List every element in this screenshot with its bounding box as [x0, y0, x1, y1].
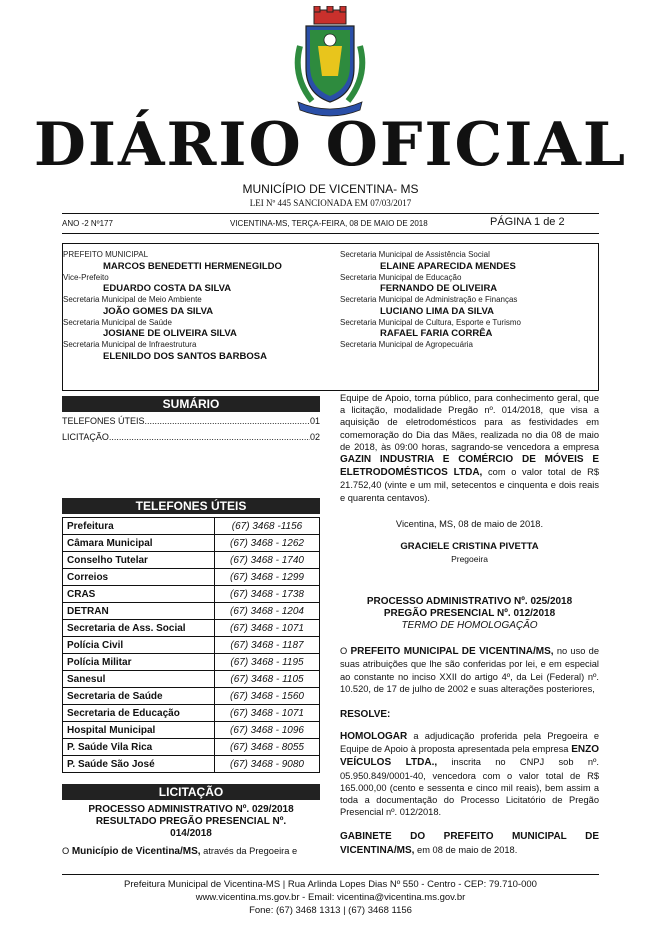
- signer-role: Pregoeira: [451, 554, 488, 565]
- official-entry: Secretaria Municipal de Agropecuária: [340, 340, 473, 349]
- officials-right-column: [340, 250, 598, 351]
- official-entry: PREFEITO MUNICIPAL MARCOS BENEDETTI HERMENEGILDO: [63, 250, 282, 272]
- phone-label: CRAS: [63, 586, 215, 603]
- phone-number: (67) 3468 - 1195: [215, 654, 320, 671]
- phone-label: Polícia Militar: [63, 654, 215, 671]
- summary-item[interactable]: LICITAÇÃO ..... 02: [62, 429, 320, 445]
- phone-number: (67) 3468 - 8055: [215, 739, 320, 756]
- footer-contact-links[interactable]: www.vicentina.ms.gov.br - Email: vicentina@vicentina.ms.gov.br: [195, 892, 466, 903]
- edition-bar: [62, 213, 599, 235]
- phone-label: Secretaria de Ass. Social: [63, 620, 215, 637]
- phone-number: (67) 3468 - 1187: [215, 637, 320, 654]
- summary-list: [62, 413, 320, 445]
- table-row: [63, 705, 320, 722]
- phone-number: (67) 3468 - 1204: [215, 603, 320, 620]
- table-row: [63, 654, 320, 671]
- phone-label: Hospital Municipal: [63, 722, 215, 739]
- header-rule-bottom: [62, 233, 599, 234]
- phone-label: Polícia Civil: [63, 637, 215, 654]
- municipality-name: MUNICÍPIO DE VICENTINA- MS: [242, 182, 419, 196]
- law-reference: LEI Nº 445 SANCIONADA EM 07/03/2017: [249, 198, 412, 208]
- official-entry: Secretaria Municipal de Cultura, Esporte e Turismo RAFAEL FARIA CORRÊA: [340, 317, 521, 339]
- summary-item[interactable]: TELEFONES ÚTEIS ..... 01: [62, 413, 320, 429]
- licitacao-intro: O Município de Vicentina/MS, através da Pregoeira e: [62, 846, 298, 857]
- right-column: [340, 392, 599, 857]
- footer: [0, 878, 661, 917]
- officials-left-column: [63, 250, 333, 363]
- phone-label: Câmara Municipal: [63, 535, 215, 552]
- phone-label: DETRAN: [63, 603, 215, 620]
- table-row: [63, 535, 320, 552]
- table-row: [63, 756, 320, 773]
- page-number: PÁGINA 1 de 2: [490, 216, 565, 228]
- footer-address: Prefeitura Municipal de Vicentina-MS | Rua Arlinda Lopes Dias Nº 550 - Centro - CEP: 79.710-000: [124, 879, 537, 890]
- table-row: [63, 603, 320, 620]
- table-row: [63, 586, 320, 603]
- phones-section: [62, 498, 320, 773]
- edition-number: ANO -2 Nº177: [62, 219, 113, 228]
- official-entry: Vice-Prefeito EDUARDO COSTA DA SILVA: [63, 272, 232, 294]
- table-row: [63, 671, 320, 688]
- phone-number: (67) 3468 - 1262: [215, 535, 320, 552]
- footer-rule: [62, 874, 599, 875]
- summary-heading: SUMÁRIO: [62, 396, 320, 412]
- result-paragraph: Equipe de Apoio, torna público, para conhecimento geral, que a licitação, modalidade Pregão nº. 014/2018, que visa a aquisição de eletrodomésticos para as festividades em comemoração do Dia das Mães, realizada no dia 08 de maio de 2018, às 09:00 horas, sagrando-se vencedora a empresa GAZIN INDUSTRIA E COMÉRCIO DE MÓVEIS E ELETRODOMÉSTICOS LTDA, com o valor total de R$ 21.752,40 (vinte e um mil, setecentos e cinquenta e dois reais e quarenta centavos).: [340, 393, 599, 503]
- phone-number: (67) 3468 - 1299: [215, 569, 320, 586]
- phone-label: Secretaria de Saúde: [63, 688, 215, 705]
- pregao-number-2: PREGÃO PRESENCIAL Nº. 012/2018: [383, 608, 556, 620]
- phone-number: (67) 3468 - 1740: [215, 552, 320, 569]
- phone-number: (67) 3468 - 1560: [215, 688, 320, 705]
- newspaper-title: DIÁRIO OFICIAL: [33, 110, 628, 180]
- phone-number: (67) 3468 - 9080: [215, 756, 320, 773]
- process-number-2: PROCESSO ADMINISTRATIVO Nº. 025/2018: [366, 596, 573, 608]
- phone-number: (67) 3468 - 1738: [215, 586, 320, 603]
- phone-label: Correios: [63, 569, 215, 586]
- phone-label: Conselho Tutelar: [63, 552, 215, 569]
- resolve-heading: RESOLVE:: [340, 709, 391, 721]
- licitacao-result: RESULTADO PREGÃO PRESENCIAL Nº. 014/2018: [95, 816, 287, 839]
- official-entry: Secretaria Municipal de Meio Ambiente JOÃO GOMES DA SILVA: [63, 295, 214, 317]
- phone-number: (67) 3468 -1156: [215, 518, 320, 535]
- table-row: [63, 637, 320, 654]
- official-entry: Secretaria Municipal de Educação FERNANDO DE OLIVEIRA: [340, 272, 498, 294]
- footer-phones: Fone: (67) 3468 1313 | (67) 3468 1156: [249, 905, 412, 916]
- official-entry: Secretaria Municipal de Assistência Social ELAINE APARECIDA MENDES: [340, 250, 516, 272]
- edition-date: VICENTINA-MS, TERÇA-FEIRA, 08 DE MAIO DE 2018: [230, 219, 428, 228]
- table-row: [63, 688, 320, 705]
- official-entry: Secretaria Municipal de Saúde JOSIANE DE OLIVEIRA SILVA: [63, 317, 237, 339]
- officials-box: [62, 243, 599, 391]
- phone-label: Secretaria de Educação: [63, 705, 215, 722]
- mayor-paragraph: O PREFEITO MUNICIPAL DE VICENTINA/MS, no uso de suas atribuições que lhe são conferidas por lei, e em especial ao constante no inciso XXII do artigo 4º, da Lei (Federal) nº. 10.520, de 17 de julho de 2002 e suas alterações posteriores,: [340, 646, 599, 694]
- phone-label: Prefeitura: [63, 518, 215, 535]
- phone-number: (67) 3468 - 1071: [215, 620, 320, 637]
- licitacao-section: [62, 784, 320, 858]
- licitacao-process: PROCESSO ADMINISTRATIVO Nº. 029/2018: [88, 804, 294, 815]
- phones-heading: TELEFONES ÚTEIS: [62, 498, 320, 514]
- official-entry: Secretaria Municipal de Administração e Finanças LUCIANO LIMA DA SILVA: [340, 295, 518, 317]
- summary-section: [62, 396, 320, 445]
- table-row: [63, 722, 320, 739]
- signer-name: GRACIELE CRISTINA PIVETTA: [400, 541, 539, 553]
- table-row: [63, 620, 320, 637]
- place-date: Vicentina, MS, 08 de maio de 2018.: [395, 518, 544, 529]
- cabinet-paragraph: GABINETE DO PREFEITO MUNICIPAL DE VICENTINA/MS, em 08 de maio de 2018.: [340, 831, 599, 856]
- phone-number: (67) 3468 - 1071: [215, 705, 320, 722]
- phone-label: P. Saúde São José: [63, 756, 215, 773]
- official-entry: Secretaria Municipal de Infraestrutura ELENILDO DOS SANTOS BARBOSA: [63, 340, 267, 362]
- phone-number: (67) 3468 - 1096: [215, 722, 320, 739]
- coat-of-arms-logo: [290, 6, 370, 118]
- phone-label: Sanesul: [63, 671, 215, 688]
- phone-label: P. Saúde Vila Rica: [63, 739, 215, 756]
- licitacao-heading: LICITAÇÃO: [62, 784, 320, 800]
- table-row: [63, 569, 320, 586]
- table-row: [63, 739, 320, 756]
- phones-table: [62, 517, 320, 773]
- table-row: [63, 552, 320, 569]
- table-row: [63, 518, 320, 535]
- phone-number: (67) 3468 - 1105: [215, 671, 320, 688]
- homologation-paragraph: HOMOLOGAR a adjudicação proferida pela Pregoeira e Equipe de Apoio à proposta apresentada pela empresa ENZO VEÍCULOS LTDA., inscrita no CNPJ sob nº. 05.950.849/0001-40, vencedora com o valor total de R$ 165.000,00 (cento e sessenta e cinco mil reais), bem assim a toda a documentação do Processo Licitatório de Pregão Presencial nº. 012/2018.: [340, 731, 599, 818]
- homologation-term: TERMO DE HOMOLOGAÇÃO: [401, 620, 538, 632]
